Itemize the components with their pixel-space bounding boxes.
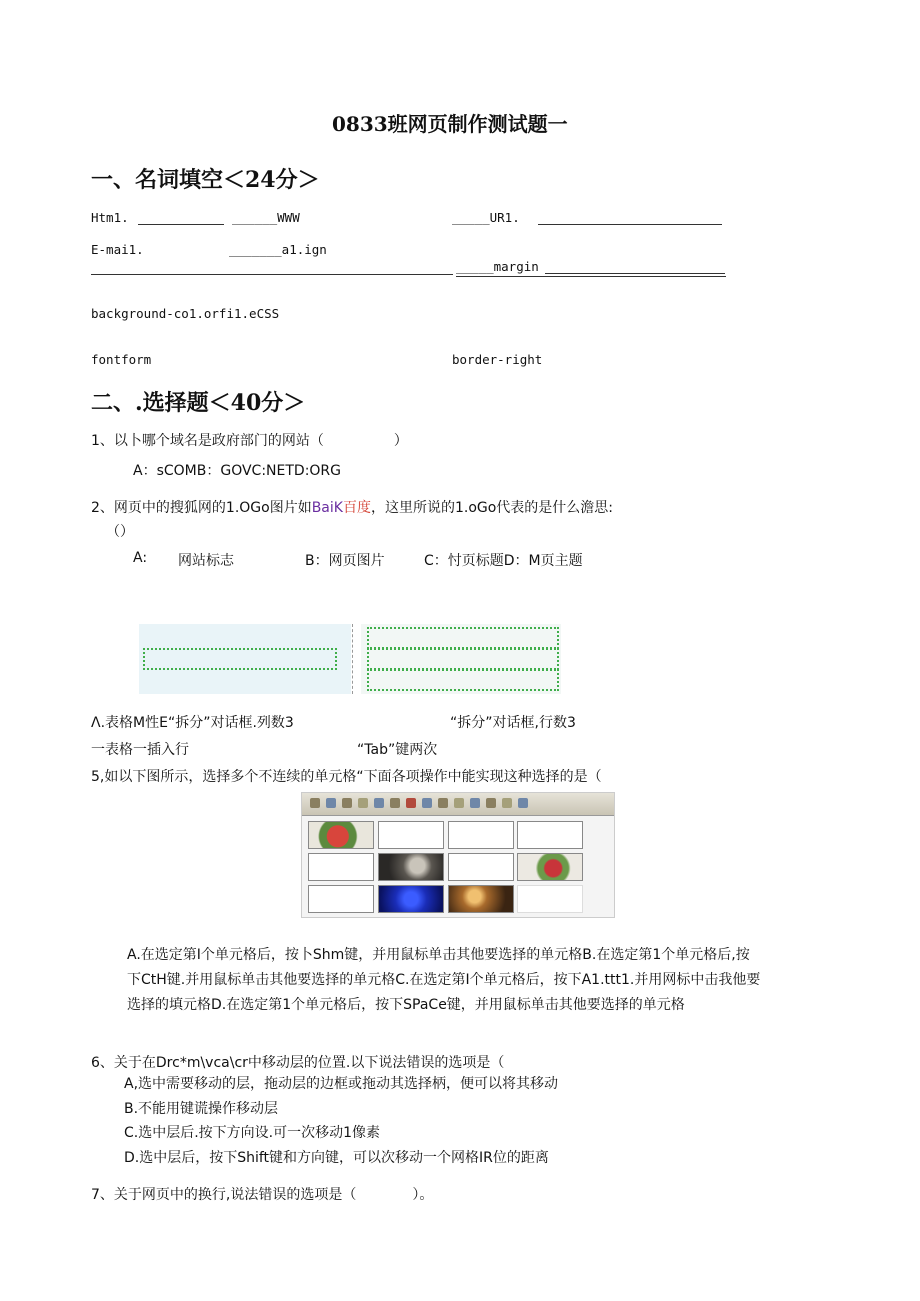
question-3-line1-right: “拆分”对话框,行数3 (450, 715, 576, 731)
toolbar-icon (374, 798, 384, 808)
term-margin: _____margin (456, 259, 539, 274)
table-cell (448, 853, 514, 881)
term-background-color: background-co1.orfi1.eCSS (91, 306, 280, 321)
question-7: 7、关于网页中的换行,说法错误的选项是（ ）。 (91, 1187, 434, 1203)
baidu-logo-chinese: 百度 (342, 500, 371, 516)
term-html: Htm1. (91, 210, 129, 225)
term-url: _____UR1. (452, 210, 520, 225)
table-cell (367, 648, 559, 670)
image-cell-dark (378, 853, 444, 881)
term-align: _______a1.ign (229, 242, 327, 257)
split-table-panel (361, 624, 561, 694)
term-www: ______WWW (232, 210, 300, 225)
table-cell (367, 669, 559, 691)
table-cell (143, 648, 337, 670)
blank-line (138, 224, 224, 225)
term-border-right: border-right (452, 352, 543, 367)
page-title: 0833班网页制作测试题一 (332, 112, 568, 136)
table-cell (367, 627, 559, 649)
toolbar-icon (470, 798, 480, 808)
blank-line (91, 274, 453, 275)
toolbar-icon (406, 798, 416, 808)
question-2-text-a: 2、网页中的搜狐网的1.OGo图片如 (91, 500, 312, 516)
question-2-option-a: A: (133, 550, 148, 566)
question-5-answer-line3: 选择的填元格D.在选定第1个单元格后，按下SPaCe键，并用鼠标单击其他要选择的单元格 (127, 997, 685, 1013)
section1-heading: 一、名词填空＜24分＞ (91, 167, 320, 193)
question-5: 5,如以下图所示，选择多个不连续的单元格“下面各项操作中能实现这种选择的是（ (91, 769, 602, 785)
question-1-options: A：sCOMB：GOVC:NETD:ORG (133, 463, 342, 479)
question-2-option-c: C：忖页标题D：M页主题 (424, 553, 583, 569)
image-cell-fruit (308, 821, 374, 849)
image-cell-blue (378, 885, 444, 913)
toolbar-icon (454, 798, 464, 808)
question-2 (91, 497, 613, 517)
table-cell (308, 853, 374, 881)
baidu-logo-text: BaiK (311, 500, 343, 516)
question-2-option-a-text: 网站标志 (178, 553, 234, 569)
editor-toolbar (302, 793, 614, 816)
toolbar-icon (518, 798, 528, 808)
question-5-answer-line1: A.在选定第I个单元格后，按卜Shm键，并用鼠标单击其他要选择的单元格B.在选定第1个单元格后,按 (127, 947, 750, 963)
table-cell (308, 885, 374, 913)
table-cell (517, 821, 583, 849)
term-email: E-mai1. (91, 242, 144, 257)
question-3-line2-right: “Tab”键两次 (357, 742, 438, 758)
question-6-option-c: C.选中层后.按下方向设.可一次移动1像素 (124, 1125, 381, 1141)
question-6-option-a: A,选中需要移动的层，拖动层的边框或拖动其选择柄，便可以将其移动 (124, 1076, 559, 1092)
table-cell (378, 821, 444, 849)
blank-line (456, 276, 726, 277)
table-cell (448, 821, 514, 849)
table-cell (517, 885, 583, 913)
blank-line (545, 273, 725, 274)
toolbar-icon (422, 798, 432, 808)
question-3-line2-left: 一表格一插入行 (91, 742, 189, 758)
question-1: 1、以卜哪个域名是政府部门的网站（ ） (91, 433, 408, 449)
question-5-answer-line2: 下CtH键.并用鼠标单击其他要选择的单元格C.在选定第I个单元格后，按下A1.ttt1.并用网标中击我他要 (127, 972, 761, 988)
toolbar-icon (390, 798, 400, 808)
divider (352, 624, 353, 694)
toolbar-icon (310, 798, 320, 808)
toolbar-icon (502, 798, 512, 808)
question-6-option-b: B.不能用键谎操作移动层 (124, 1101, 279, 1117)
single-row-table-panel (139, 624, 351, 694)
question-6-option-d: D.选中层后，按下Shift键和方向键，可以次移动一个网格IR位的距离 (124, 1150, 549, 1166)
question-2-text-b: ，这里所说的1.oGo代表的是什么澹思: (370, 500, 614, 516)
toolbar-icon (486, 798, 496, 808)
question-2-paren: （） (106, 524, 134, 540)
question-3-line1-left: Λ.表格M性E“拆分”对话框.列数3 (91, 715, 294, 731)
toolbar-icon (358, 798, 368, 808)
question-2-option-b: B：网页图片 (305, 553, 385, 569)
image-cell-lights (448, 885, 514, 913)
blank-line (538, 224, 722, 225)
image-cell-flower (517, 853, 583, 881)
term-fontform: fontform (91, 352, 152, 367)
toolbar-icon (326, 798, 336, 808)
toolbar-icon (342, 798, 352, 808)
cell-selection-screenshot (301, 792, 615, 918)
section2-heading: 二、.选择题＜40分＞ (91, 390, 306, 416)
question-6: 6、关于在Drc*m\vca\cr中移动层的位置.以下说法错误的选项是（ (91, 1055, 505, 1071)
table-split-figure (139, 624, 563, 694)
toolbar-icon (438, 798, 448, 808)
